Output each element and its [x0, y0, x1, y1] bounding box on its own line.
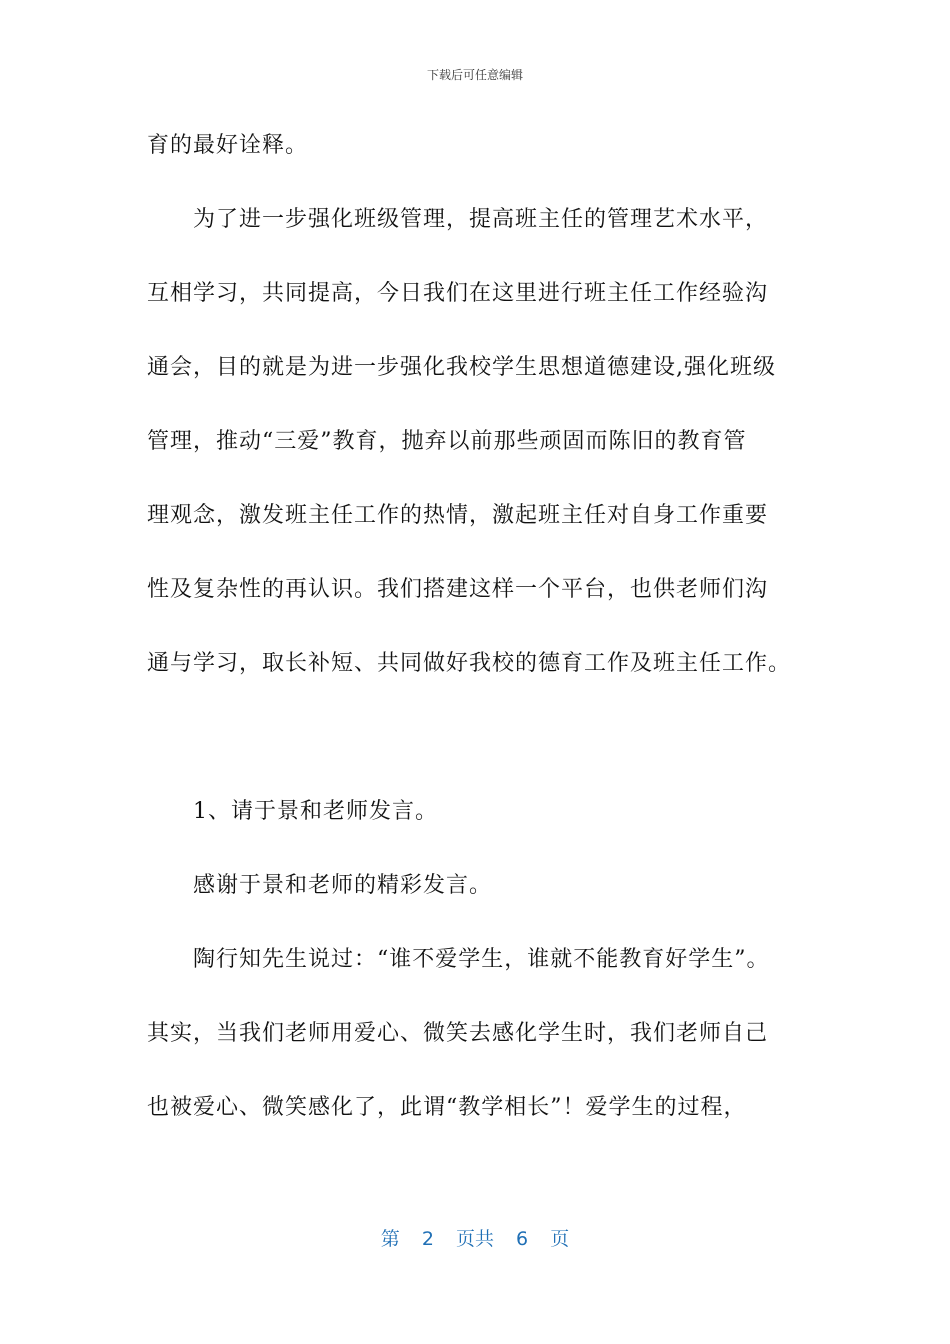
text-line: 也被爱心、微笑感化了，此谓“教学相长”！爱学生的过程， [147, 1095, 747, 1120]
total-pages-number: 6 [516, 1228, 529, 1250]
text-line: 感谢于景和老师的精彩发言。 [193, 873, 493, 898]
current-page-number: 2 [421, 1228, 434, 1250]
text-line: 通与学习，取长补短、共同做好我校的德育工作及班主任工作。 [147, 651, 792, 676]
text-line: 育的最好诠释。 [147, 133, 309, 158]
page-label-suffix: 页 [550, 1228, 570, 1250]
text-line: 其实，当我们老师用爱心、微笑去感化学生时，我们老师自己 [147, 1021, 769, 1046]
page-label-prefix: 第 [380, 1228, 400, 1250]
text-line: 理观念，激发班主任工作的热情，激起班主任对自身工作重要 [147, 503, 769, 528]
text-line: 通会，目的就是为进一步强化我校学生思想道德建设,强化班级 [147, 355, 776, 380]
text-line: 性及复杂性的再认识。我们搭建这样一个平台，也供老师们沟 [147, 577, 769, 602]
text-line: 管理，推动“三爱”教育，抛弃以前那些顽固而陈旧的教育管 [147, 429, 747, 454]
text-line: 1、请于景和老师发言。 [193, 799, 438, 824]
page-label-middle: 页共 [455, 1228, 494, 1250]
page-footer [0, 1224, 950, 1251]
text-line: 互相学习，共同提高，今日我们在这里进行班主任工作经验沟 [147, 281, 769, 306]
page-header-note: 下载后可任意编辑 [426, 68, 523, 82]
text-line: 陶行知先生说过：“谁不爱学生，谁就不能教育好学生”。 [193, 947, 770, 972]
paragraph-gap [147, 720, 807, 794]
text-line: 为了进一步强化班级管理，提高班主任的管理艺术水平， [193, 207, 769, 232]
document-body [147, 128, 807, 1164]
